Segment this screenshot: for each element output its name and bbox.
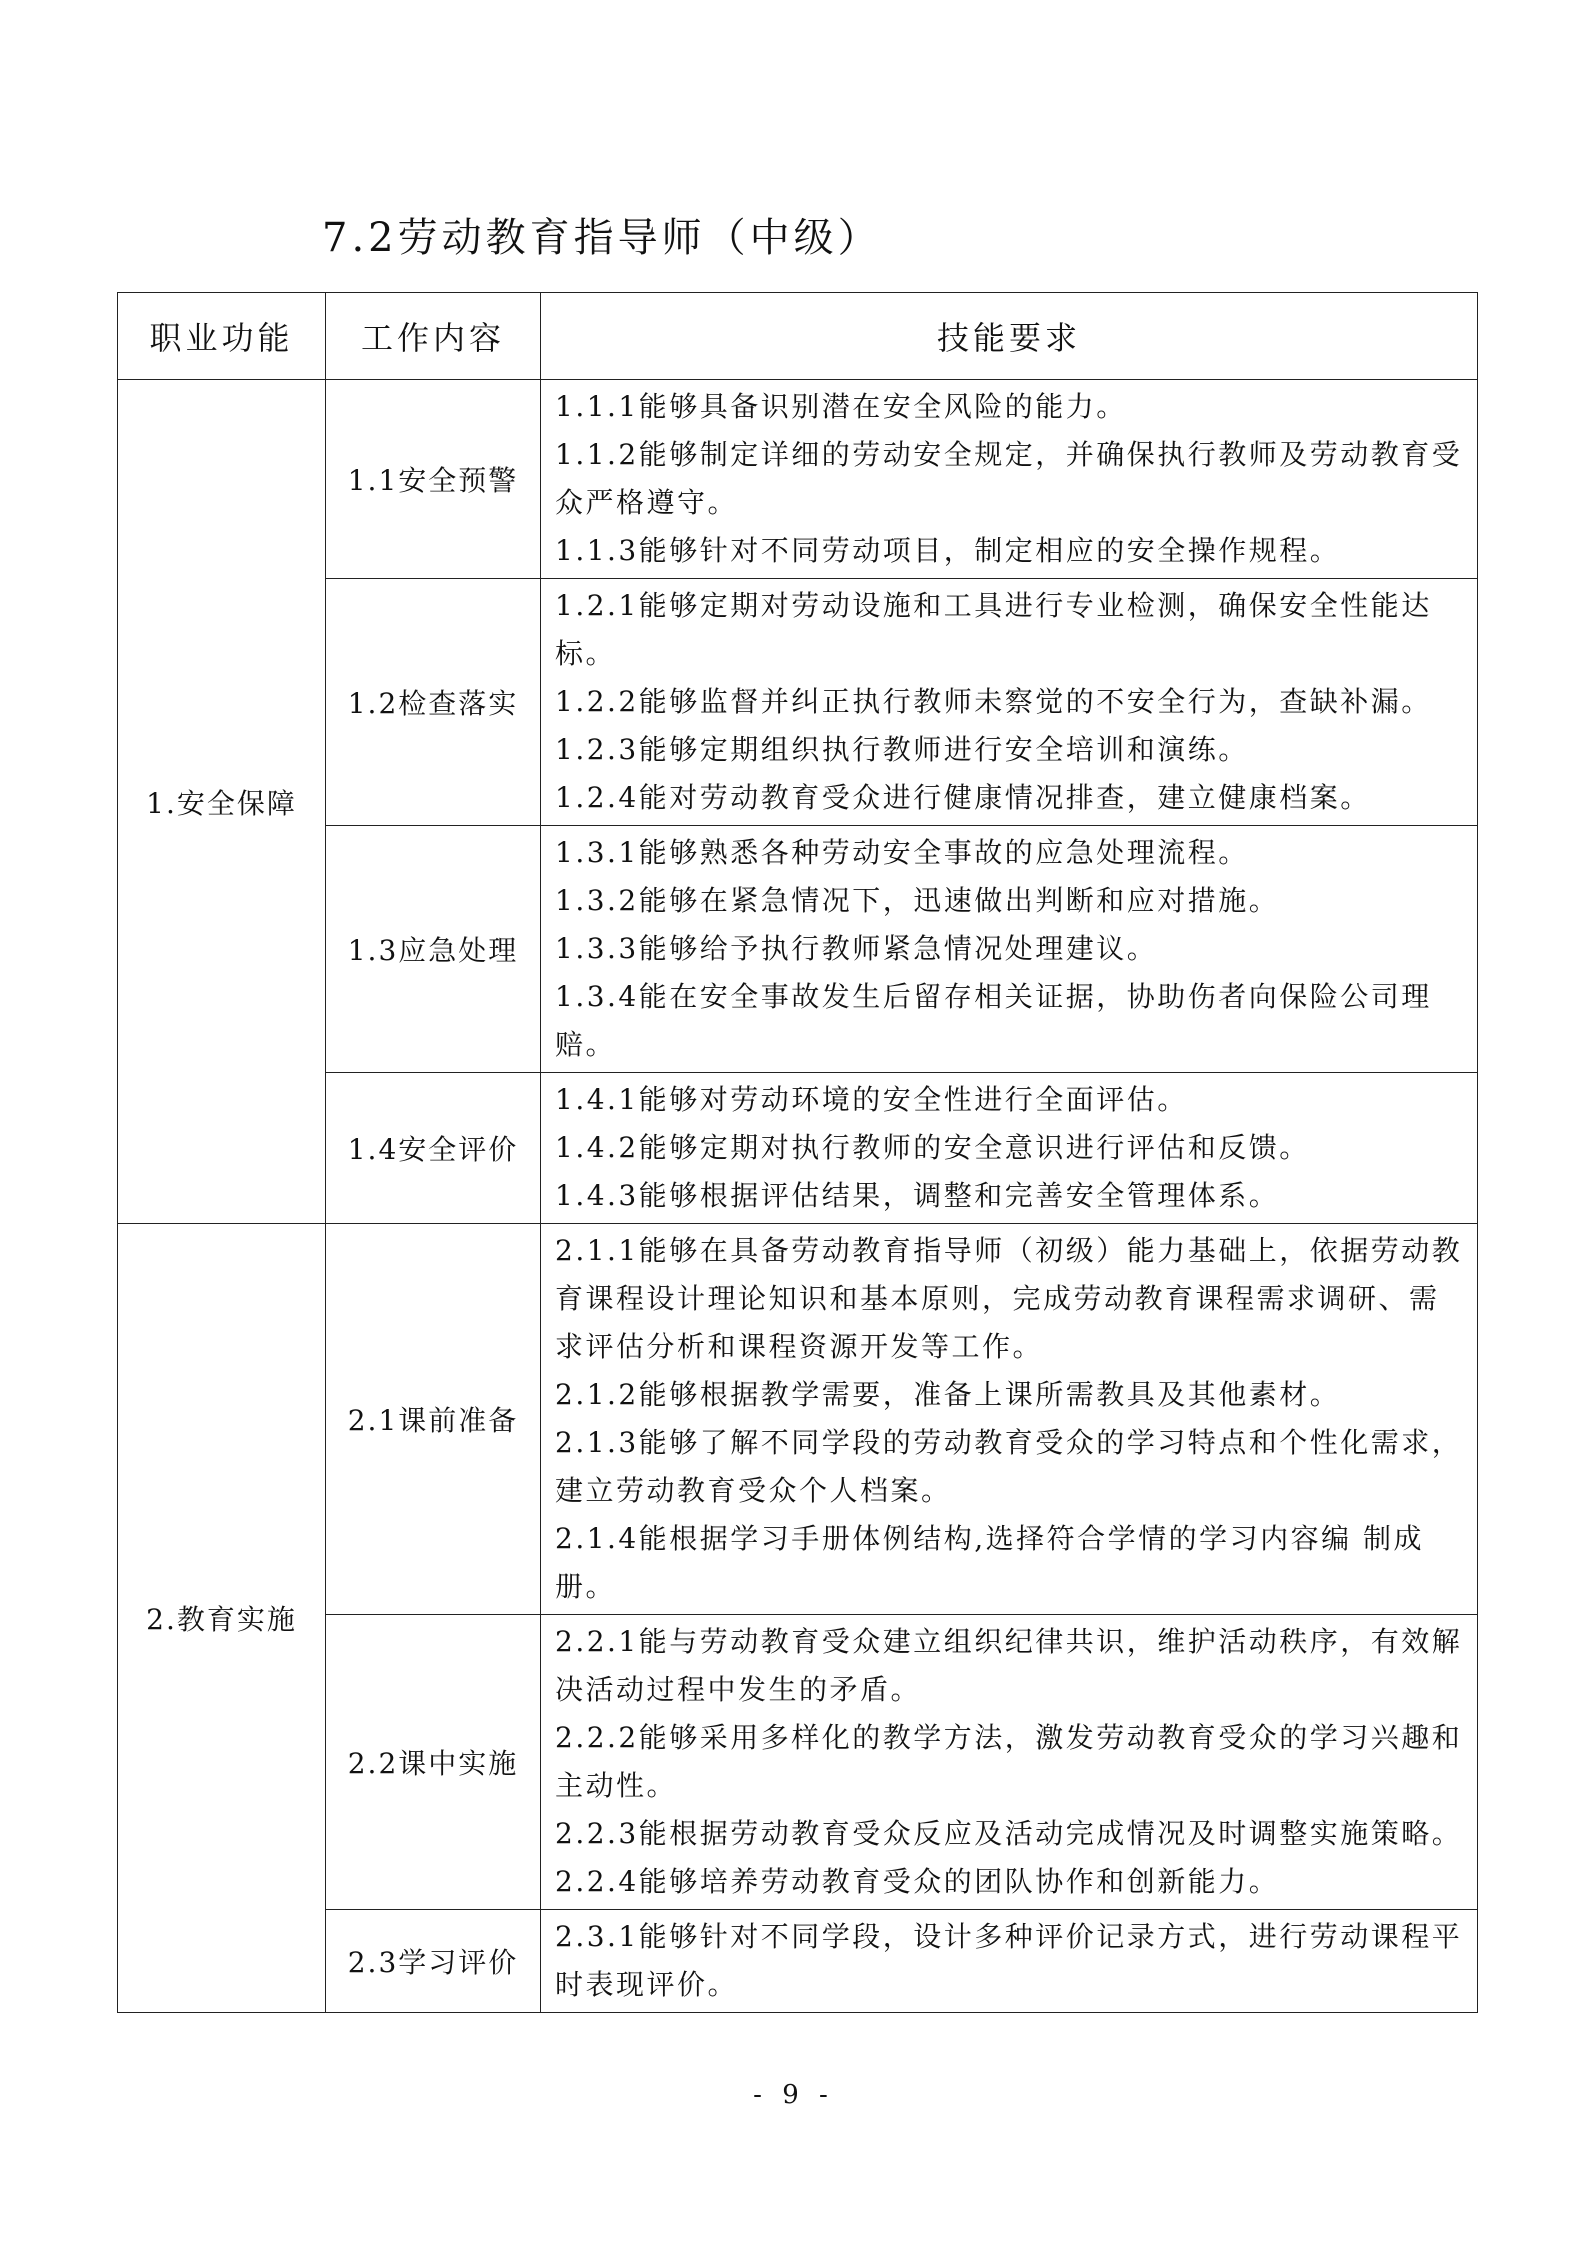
requirement-item: 1.4.3能够根据评估结果，调整和完善安全管理体系。 bbox=[555, 1179, 1280, 1212]
requirement-item: 1.2.3能够定期组织执行教师进行安全培训和演练。 bbox=[555, 733, 1249, 766]
requirement-item: 1.3.1能够熟悉各种劳动安全事故的应急处理流程。 bbox=[555, 836, 1249, 869]
content-cell: 2.2课中实施 bbox=[326, 1615, 541, 1910]
content-cell: 1.3应急处理 bbox=[326, 826, 541, 1073]
requirement-item: 1.2.2能够监督并纠正执行教师未察觉的不安全行为，查缺补漏。 bbox=[555, 685, 1432, 718]
requirement-item: 2.2.1能与劳动教育受众建立组织纪律共识，维护活动秩序，有效解决活动过程中发生的矛盾。 bbox=[555, 1625, 1463, 1706]
requirement-item: 2.1.2能够根据教学需要，准备上课所需教具及其他素材。 bbox=[555, 1378, 1341, 1411]
requirement-item: 1.1.2能够制定详细的劳动安全规定，并确保执行教师及劳动教育受众严格遵守。 bbox=[555, 438, 1463, 519]
requirement-item: 1.4.1能够对劳动环境的安全性进行全面评估。 bbox=[555, 1083, 1188, 1116]
requirement-item: 2.1.1能够在具备劳动教育指导师（初级）能力基础上，依据劳动教育课程设计理论知识和基本原则，完成劳动教育课程需求调研、需求评估分析和课程资源开发等工作。 bbox=[555, 1234, 1463, 1363]
header-requirements: 技能要求 bbox=[541, 293, 1478, 380]
requirements-cell bbox=[541, 1615, 1478, 1910]
header-content: 工作内容 bbox=[326, 293, 541, 380]
requirement-item: 2.1.4能根据学习手册体例结构,选择符合学情的学习内容编 制成册。 bbox=[555, 1522, 1425, 1603]
requirement-item: 2.2.2能够采用多样化的教学方法，激发劳动教育受众的学习兴趣和主动性。 bbox=[555, 1721, 1463, 1802]
requirement-item: 1.2.1能够定期对劳动设施和工具进行专业检测，确保安全性能达标。 bbox=[555, 589, 1432, 670]
requirement-item: 1.1.3能够针对不同劳动项目，制定相应的安全操作规程。 bbox=[555, 534, 1341, 567]
requirement-item: 1.2.4能对劳动教育受众进行健康情况排查，建立健康档案。 bbox=[555, 781, 1371, 814]
requirement-item: 2.2.4能够培养劳动教育受众的团队协作和创新能力。 bbox=[555, 1865, 1280, 1898]
content-cell: 1.4安全评价 bbox=[326, 1073, 541, 1224]
table-row bbox=[118, 1224, 1478, 1615]
skill-requirements-table bbox=[117, 292, 1478, 2013]
requirement-item: 1.3.4能在安全事故发生后留存相关证据，协助伤者向保险公司理赔。 bbox=[555, 980, 1432, 1061]
requirement-item: 2.1.3能够了解不同学段的劳动教育受众的学习特点和个性化需求，建立劳动教育受众个人档案。 bbox=[555, 1426, 1463, 1507]
requirements-cell bbox=[541, 826, 1478, 1073]
table-header-row bbox=[118, 293, 1478, 380]
requirement-item: 1.3.3能够给予执行教师紧急情况处理建议。 bbox=[555, 932, 1158, 965]
page-number: - 9 - bbox=[753, 2080, 834, 2110]
requirement-item: 2.2.3能根据劳动教育受众反应及活动完成情况及时调整实施策略。 bbox=[555, 1817, 1463, 1850]
requirement-item: 1.4.2能够定期对执行教师的安全意识进行评估和反馈。 bbox=[555, 1131, 1310, 1164]
requirement-item: 2.3.1能够针对不同学段，设计多种评价记录方式，进行劳动课程平时表现评价。 bbox=[555, 1920, 1463, 2001]
section-title: 7.2劳动教育指导师（中级） bbox=[322, 215, 882, 261]
header-function: 职业功能 bbox=[118, 293, 326, 380]
content-cell: 1.2检查落实 bbox=[326, 579, 541, 826]
requirements-cell bbox=[541, 579, 1478, 826]
requirements-cell bbox=[541, 1224, 1478, 1615]
requirements-cell bbox=[541, 1073, 1478, 1224]
content-cell: 2.1课前准备 bbox=[326, 1224, 541, 1615]
requirements-cell bbox=[541, 380, 1478, 579]
function-cell: 2.教育实施 bbox=[118, 1224, 326, 2013]
function-cell: 1.安全保障 bbox=[118, 380, 326, 1224]
requirements-cell bbox=[541, 1910, 1478, 2013]
table-row bbox=[118, 380, 1478, 579]
content-cell: 2.3学习评价 bbox=[326, 1910, 541, 2013]
requirement-item: 1.3.2能够在紧急情况下，迅速做出判断和应对措施。 bbox=[555, 884, 1280, 917]
content-cell: 1.1安全预警 bbox=[326, 380, 541, 579]
requirement-item: 1.1.1能够具备识别潜在安全风险的能力。 bbox=[555, 390, 1127, 423]
